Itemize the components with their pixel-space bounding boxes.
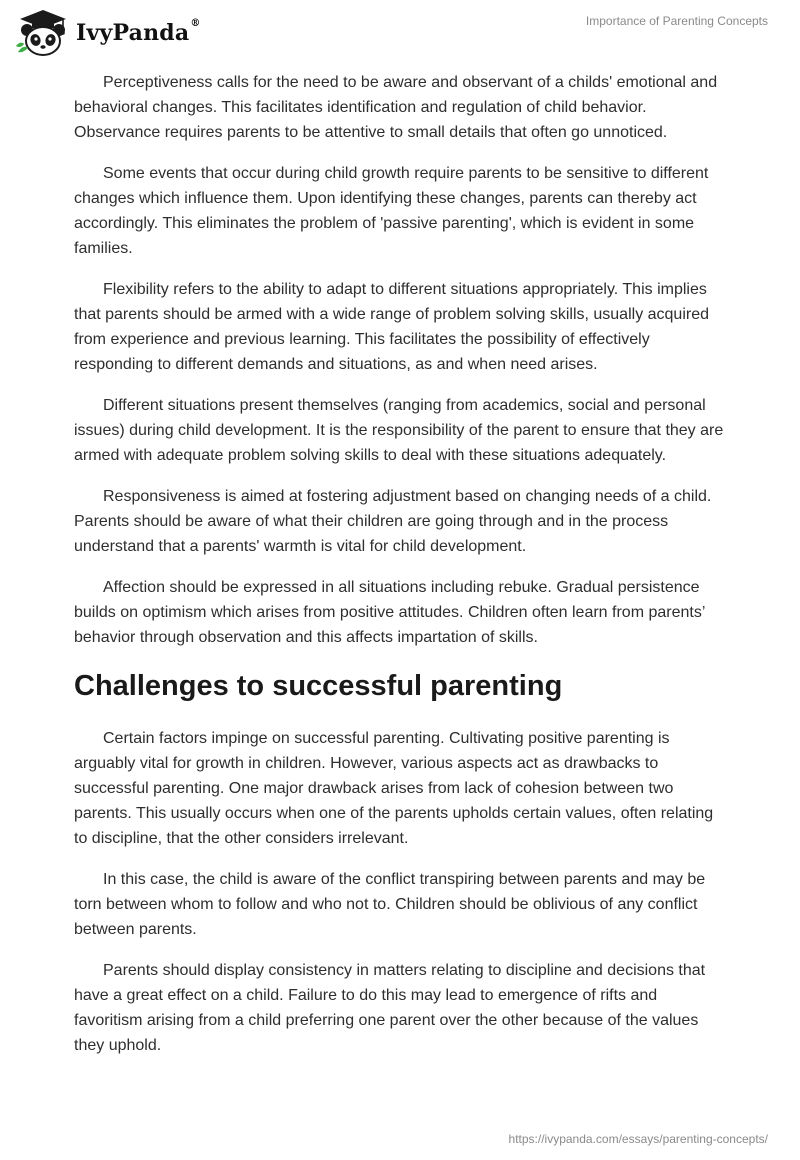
section-heading: Challenges to successful parenting: [74, 670, 563, 702]
logo-wordmark: IvyPanda®: [76, 18, 201, 46]
ivypanda-logo[interactable]: [14, 8, 201, 58]
paragraph: Certain factors impinge on successful parenting. Cultivating positive parenting is arguably vital for growth in children. However, various aspects act as drawbacks to successful parenting. One major drawback arises from lack of cohesion between two parents. This usually occurs when one of the parents upholds certain values, often relating to discipline, that the other considers irrelevant.: [74, 730, 714, 847]
document-title: Importance of Parenting Concepts: [585, 14, 768, 28]
source-url-link[interactable]: https://ivypanda.com/essays/parenting-concepts/: [508, 1132, 768, 1146]
paragraph: Parents should display consistency in matters relating to discipline and decisions that have a great effect on a child. Failure to do this may lead to emergence of rifts and favoritism arising from a child preferring one parent over the other because of the values they uphold.: [74, 962, 706, 1054]
essay-content: [74, 70, 726, 1074]
page-header: [0, 0, 800, 70]
panda-graduate-icon: [14, 8, 72, 58]
paragraph: Perceptiveness calls for the need to be aware and observant of a childs' emotional and behavioral changes. This facilitates identification and regulation of child behavior. Observance requires parents to be attentive to small details that often go unnoticed.: [74, 74, 718, 141]
paragraph: In this case, the child is aware of the conflict transpiring between parents and may be torn between whom to follow and who not to. Children should be oblivious of any conflict between parents.: [74, 871, 706, 938]
registered-mark: ®: [190, 18, 201, 29]
paragraph: Different situations present themselves (ranging from academics, social and personal issues) during child development. It is the responsibility of the parent to ensure that they are armed with adequate problem solving skills to deal with these situations adequately.: [74, 397, 724, 464]
paragraph: Flexibility refers to the ability to adapt to different situations appropriately. This implies that parents should be armed with a wide range of problem solving skills, usually acquired from experience and previous learning. This facilitates the possibility of effectively responding to different demands and situations, as and when need arises.: [74, 281, 710, 373]
paragraph: Responsiveness is aimed at fostering adjustment based on changing needs of a child. Parents should be aware of what their children are going through and in the process understand that a parents' warmth is vital for child development.: [74, 488, 712, 555]
paragraph: Affection should be expressed in all situations including rebuke. Gradual persistence builds on optimism which arises from positive attitudes. Children often learn from parents’ behavior through observation and this affects impartation of skills.: [74, 579, 705, 646]
paragraph: Some events that occur during child growth require parents to be sensitive to different changes which influence them. Upon identifying these changes, parents can thereby act accordingly. This eliminates the problem of 'passive parenting', which is evident in some families.: [74, 165, 709, 257]
